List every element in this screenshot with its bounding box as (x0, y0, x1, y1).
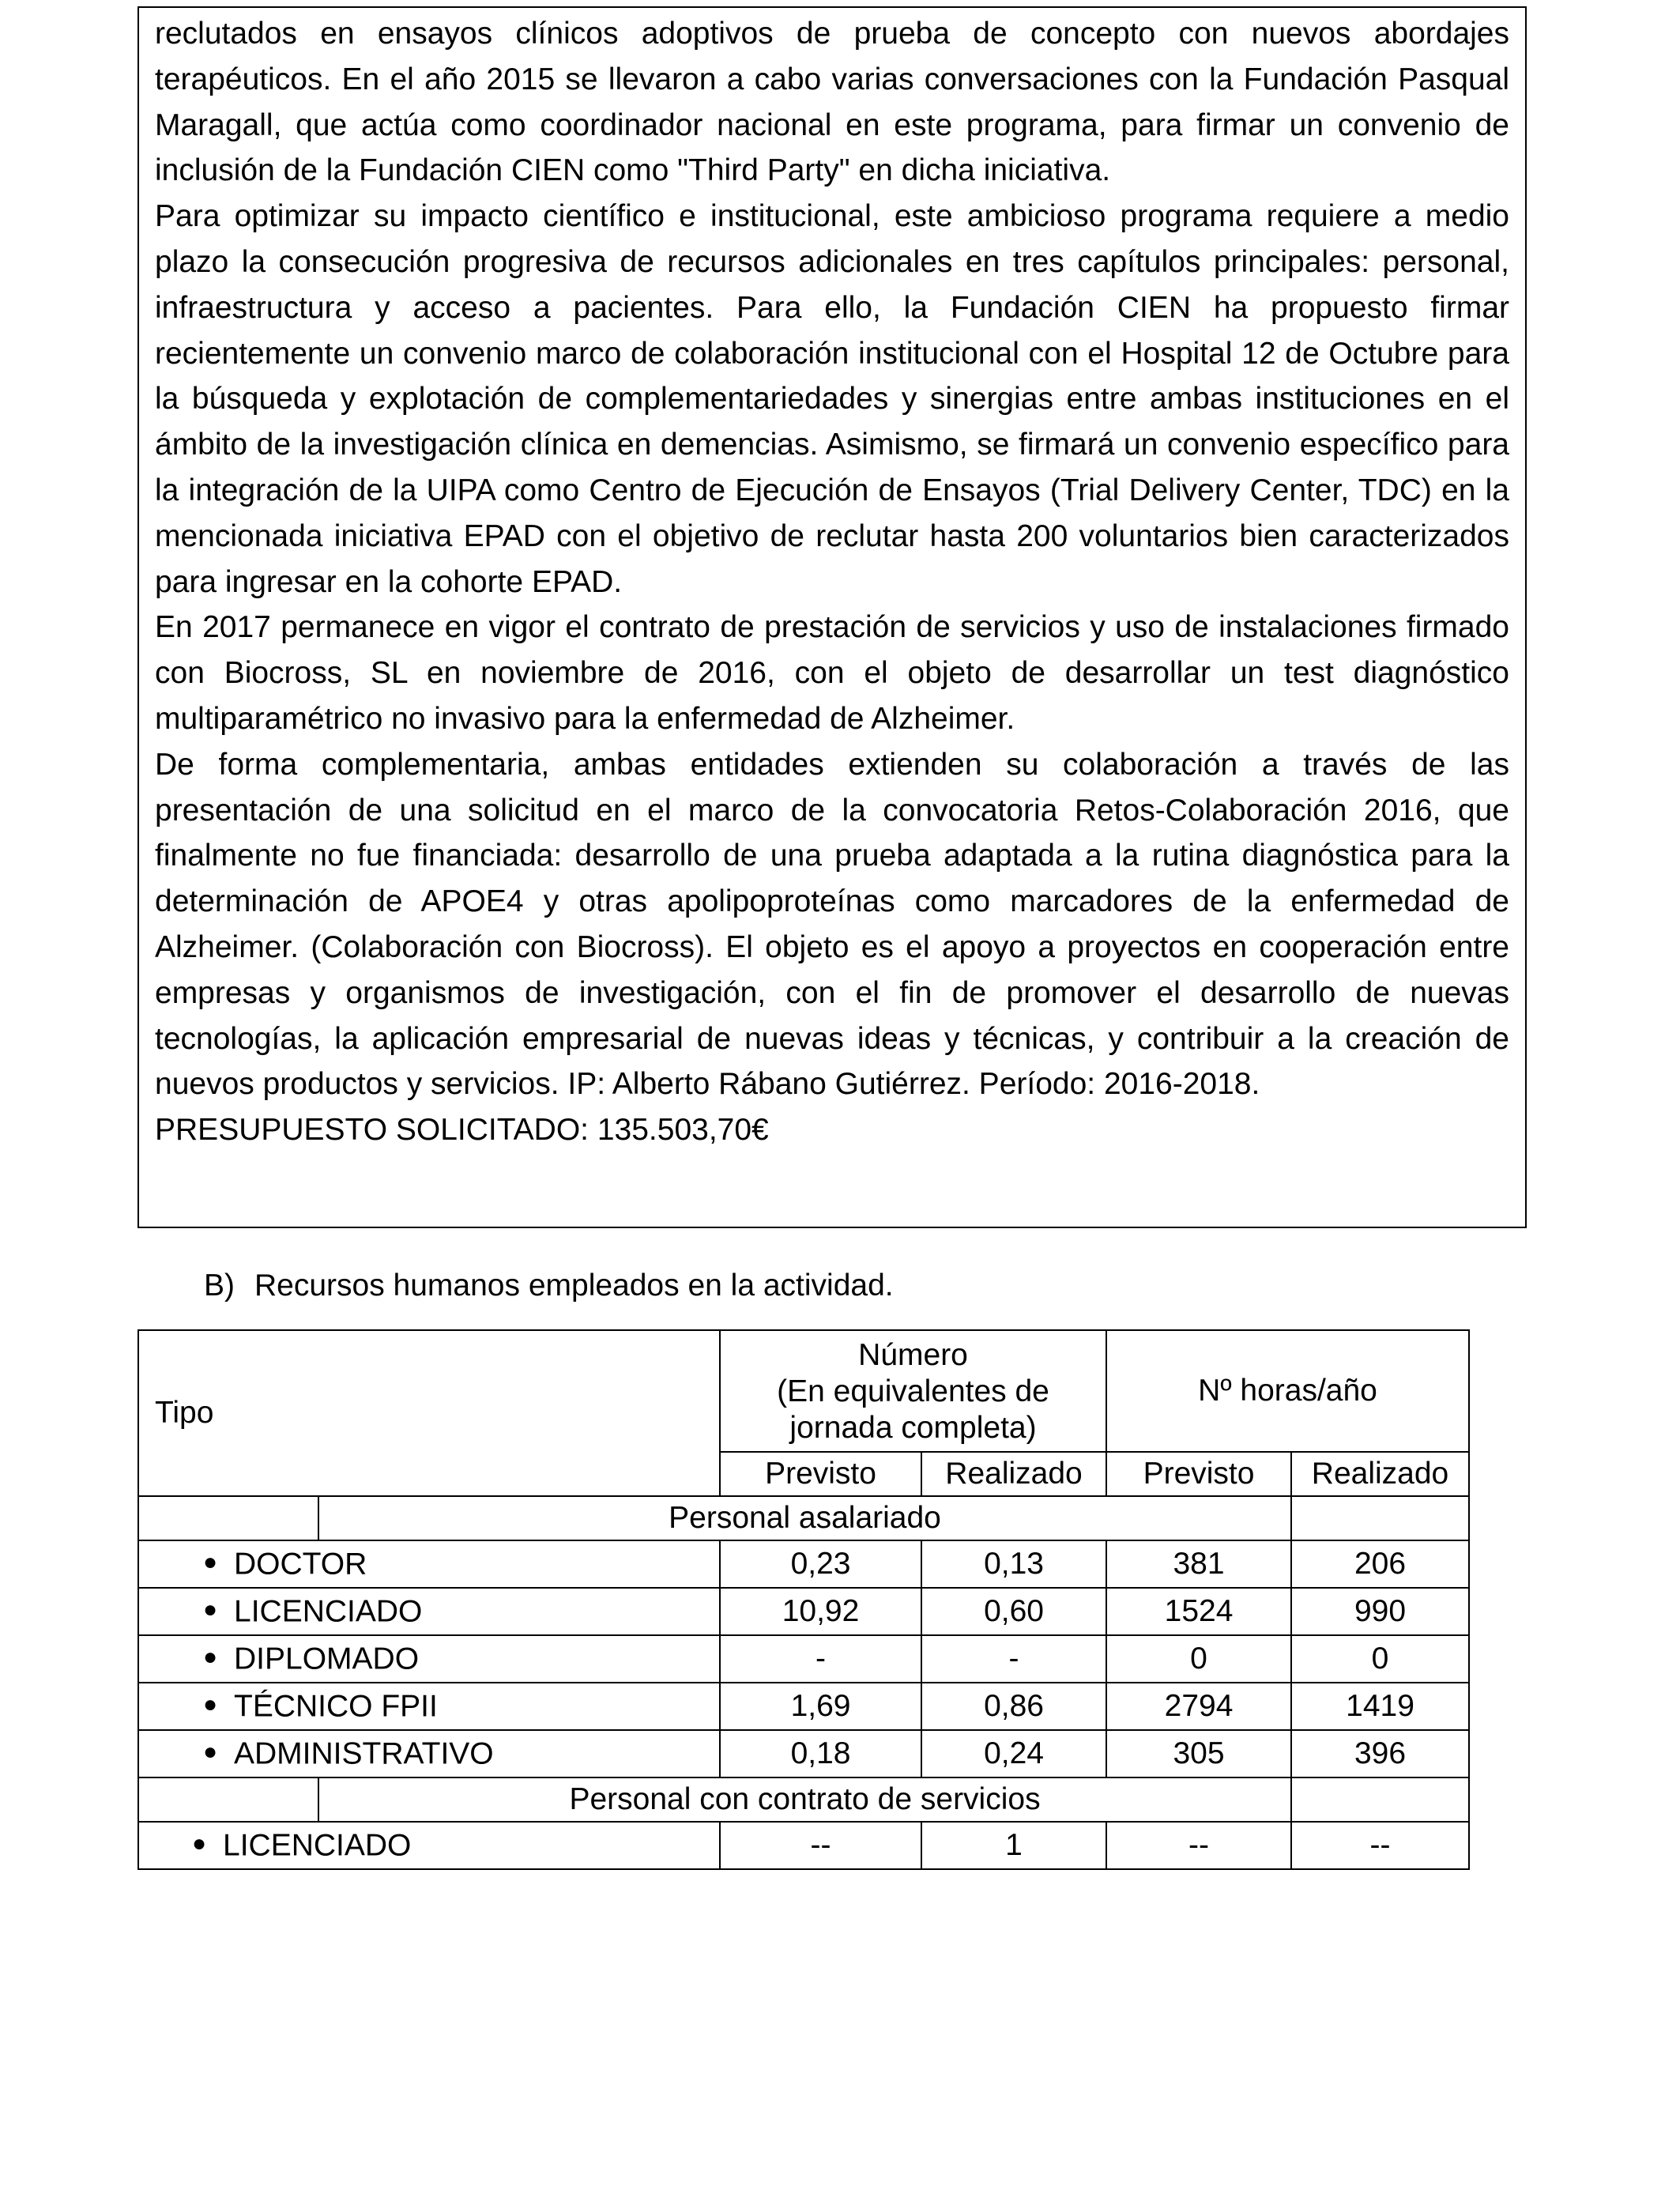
paragraph: reclutados en ensayos clínicos adoptivos de prueba de concepto con nuevos abordajes terapéuticos. En el año 2015 se llevaron a cabo varias conversaciones con la Fundación Pasqual Maragall, que actúa como coordinador nacional en este programa, para firmar un convenio de inclusión de la Fundación CIEN como "Third Party" en dicha iniciativa. (155, 17, 1509, 188)
horas-realizado-cell: 396 (1291, 1730, 1469, 1777)
group-row (138, 1496, 1469, 1540)
num-previsto-cell: 0,23 (720, 1540, 921, 1588)
bullet-icon: ● (202, 1643, 218, 1670)
tipo-label: DIPLOMADO (234, 1642, 420, 1676)
bullet-icon: ● (202, 1548, 218, 1575)
horas-realizado-cell: -- (1291, 1822, 1469, 1869)
table-row (138, 1730, 1469, 1777)
empty-cell (138, 1496, 318, 1540)
bullet-icon: ● (202, 1691, 218, 1717)
num-previsto-cell: -- (720, 1822, 921, 1869)
tipo-cell (138, 1730, 720, 1777)
text-box (137, 6, 1527, 1228)
table-row (138, 1540, 1469, 1588)
numero-header (720, 1330, 1106, 1452)
num-previsto-cell: 10,92 (720, 1588, 921, 1635)
tipo-header: Tipo (138, 1330, 720, 1496)
num-realizado-cell: 0,86 (921, 1683, 1106, 1730)
bullet-icon: ● (202, 1738, 218, 1765)
horas-realizado-cell: 206 (1291, 1540, 1469, 1588)
tipo-cell (138, 1588, 720, 1635)
num-previsto-cell: 1,69 (720, 1683, 921, 1730)
tipo-label: LICENCIADO (234, 1594, 423, 1629)
section-marker: B) (204, 1269, 235, 1302)
paragraph: Para optimizar su impacto científico e institucional, este ambicioso programa requiere a medio plazo la consecución progresiva de recursos adicionales en tres capítulos principales: personal, infraestructura y acceso a pacientes. Para ello, la Fundación CIEN ha propuesto firmar recientemente un convenio marco de colaboración institucional con el Hospital 12 de Octubre para la búsqueda y explotación de complementariedades y sinergias entre ambas instituciones en el ámbito de la investigación clínica en demencias. Asimismo, se firmará un convenio específico para la integración de la UIPA como Centro de Ejecución de Ensayos (Trial Delivery Center, TDC) en la mencionada iniciativa EPAD con el objetivo de reclutar hasta 200 voluntarios bien caracterizados para ingresar en la cohorte EPAD. (155, 199, 1509, 599)
human-resources-table (137, 1329, 1470, 1870)
horas-previsto-cell: 2794 (1106, 1683, 1291, 1730)
col-header-previsto: Previsto (720, 1452, 921, 1496)
table-row (138, 1588, 1469, 1635)
horas-header: Nº horas/año (1106, 1330, 1469, 1452)
tipo-label: DOCTOR (234, 1547, 367, 1581)
tipo-cell (138, 1822, 720, 1869)
paragraph: En 2017 permanece en vigor el contrato de prestación de servicios y uso de instalaciones firmado con Biocross, SL en noviembre de 2016, con el objeto de desarrollar un test diagnóstico multiparamétrico no invasivo para la enfermedad de Alzheimer. (155, 610, 1509, 736)
tipo-label: TÉCNICO FPII (234, 1689, 438, 1724)
numero-header-line: (En equivalentes de (777, 1374, 1049, 1408)
group-label: Personal asalariado (318, 1496, 1291, 1540)
horas-realizado-cell: 990 (1291, 1588, 1469, 1635)
tipo-cell (138, 1540, 720, 1588)
tipo-cell (138, 1683, 720, 1730)
col-header-realizado: Realizado (1291, 1452, 1469, 1496)
table-row (138, 1635, 1469, 1683)
budget-line: PRESUPUESTO SOLICITADO: 135.503,70€ (155, 1113, 769, 1148)
horas-previsto-cell: -- (1106, 1822, 1291, 1869)
group-row (138, 1777, 1469, 1822)
num-realizado-cell: 0,24 (921, 1730, 1106, 1777)
table-row (138, 1683, 1469, 1730)
num-realizado-cell: 1 (921, 1822, 1106, 1869)
num-previsto-cell: - (720, 1635, 921, 1683)
numero-header-line: jornada completa) (789, 1411, 1037, 1445)
horas-previsto-cell: 381 (1106, 1540, 1291, 1588)
tipo-label: ADMINISTRATIVO (234, 1736, 494, 1771)
num-realizado-cell: - (921, 1635, 1106, 1683)
empty-cell (138, 1777, 318, 1822)
num-previsto-cell: 0,18 (720, 1730, 921, 1777)
bullet-icon: ● (191, 1830, 207, 1857)
numero-header-line: Número (858, 1338, 968, 1372)
table-header-row (138, 1330, 1469, 1452)
empty-cell (1291, 1496, 1469, 1540)
horas-previsto-cell: 305 (1106, 1730, 1291, 1777)
horas-previsto-cell: 1524 (1106, 1588, 1291, 1635)
horas-realizado-cell: 1419 (1291, 1683, 1469, 1730)
empty-cell (1291, 1777, 1469, 1822)
tipo-label: LICENCIADO (223, 1828, 412, 1863)
group-label: Personal con contrato de servicios (318, 1777, 1291, 1822)
bullet-icon: ● (202, 1596, 218, 1623)
section-title: Recursos humanos empleados en la actividad. (254, 1269, 894, 1302)
section-heading (204, 1263, 894, 1308)
num-realizado-cell: 0,60 (921, 1588, 1106, 1635)
horas-previsto-cell: 0 (1106, 1635, 1291, 1683)
num-realizado-cell: 0,13 (921, 1540, 1106, 1588)
paragraph: De forma complementaria, ambas entidades extienden su colaboración a través de las presentación de una solicitud en el marco de la convocatoria Retos-Colaboración 2016, que finalmente no fue financiada: desarrollo de una prueba adaptada a la rutina diagnóstica para la determinación de APOE4 y otras apolipoproteínas como marcadores de la enfermedad de Alzheimer. (Colaboración con Biocross). El objeto es el apoyo a proyectos en cooperación entre empresas y organismos de investigación, con el fin de promover el desarrollo de nuevas tecnologías, la aplicación empresarial de nuevas ideas y técnicas, y contribuir a la creación de nuevos productos y servicios. IP: Alberto Rábano Gutiérrez. Período: 2016-2018. (155, 747, 1509, 1102)
horas-realizado-cell: 0 (1291, 1635, 1469, 1683)
table-row (138, 1822, 1469, 1869)
col-header-previsto: Previsto (1106, 1452, 1291, 1496)
tipo-cell (138, 1635, 720, 1683)
col-header-realizado: Realizado (921, 1452, 1106, 1496)
